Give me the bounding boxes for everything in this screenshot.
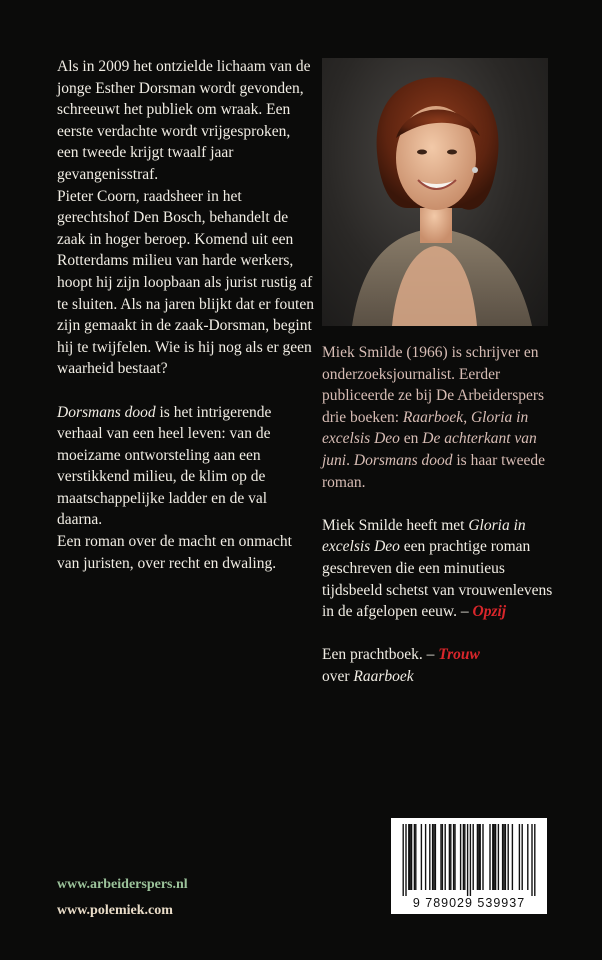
barcode-bar [460,824,461,890]
book-title-achterkant: De achterkant van juni [322,430,537,469]
website-polemiek[interactable]: www.polemiek.com [57,903,173,918]
barcode-bar [442,824,443,890]
quote2-text-1: Een prachtboek. – [322,646,439,664]
barcode-bar [505,824,506,890]
book-title-gloria: Gloria in excelsis Deo [322,408,529,448]
author-info [322,342,554,688]
barcode-bar [421,824,422,890]
barcode-bar [414,824,415,890]
barcode-bar [489,824,490,890]
barcode-bar [492,824,493,890]
quote-text-2: een prachtige roman geschreven die een minutieus tijdsbeeld schetst van vrouwenlevens in de afgelopen eeuw. – [322,538,553,621]
barcode-bar [522,824,523,890]
blurb-paragraph-3-text: is het intrigerende verhaal van een heel leven: van de moeizame ontworsteling aan een verstikkend milieu, de klim op de maatschappelijke ladder en de val daarna. [57,403,272,529]
barcode-bar [503,824,504,890]
book-title: Dorsmans dood [57,403,156,421]
barcode-bar [534,824,535,896]
blurb-paragraph-4: Een roman over de macht en onmacht van juristen, over recht en dwaling. [57,533,292,572]
review-quote-opzij [322,515,554,623]
barcode-bar [495,824,496,890]
barcode-bar [429,824,430,890]
barcode-bar [408,824,409,890]
barcode-bar [494,824,495,890]
barcode-bar [467,824,468,896]
barcode-bar [435,824,436,890]
bio-separator-1: , [463,408,471,426]
bio-separator-3: . [346,451,354,469]
website-arbeiderspers[interactable]: www.arbeiderspers.nl [57,877,188,892]
quote-source-trouw: Trouw [438,646,480,664]
barcode-bar [482,824,483,890]
barcode-bar [449,824,450,890]
quote-text-1: Miek Smilde heeft met [322,516,469,534]
author-bio [322,342,554,493]
blurb-paragraph-2: Pieter Coorn, raadsheer in het gerechtshof Den Bosch, behandelt de zaak in hoger beroep. Komend uit een Rotterdams milieu van harde werkers, hoopt hij zijn loopbaan als jurist rustig af te sluiten. Als na jaren blijkt dat er fouten zijn gemaakt in de zaak-Dorsman, begint hij te twijfelen. Wie is hij nog als er geen waarheid bestaat? [57,187,314,378]
barcode-bar [440,824,441,890]
barcode-bar [411,824,412,890]
barcode-bar [425,824,426,890]
barcode-bar [433,824,434,890]
review-quote-trouw [322,644,554,687]
bio-separator-2: en [399,430,423,448]
author-photo [322,58,548,326]
barcode-bar [454,824,455,890]
websites [57,872,188,924]
barcode-bar [450,824,451,890]
blurb [57,56,315,574]
barcode-bar [473,824,474,890]
barcode-bar [463,824,464,890]
quote2-text-2: over [322,667,354,685]
barcode-bar [512,824,513,890]
barcode-bar [478,824,479,890]
barcode-bar [519,824,520,890]
quote-book-title: Gloria in excelsis Deo [322,516,526,556]
barcode-bar [445,824,446,890]
barcode-bar [470,824,471,896]
author-portrait-image [322,58,548,326]
barcode-bar [502,824,503,890]
quote-source-opzij: Opzij [472,603,507,621]
isbn-number: 9 789029 539937 [412,896,526,910]
bio-text-1: Miek Smilde (1966) is schrijver en onderzoeksjournalist. Eerder publiceerde ze bij De Arbeiderspers drie boeken: [322,344,545,426]
barcode-bar [527,824,528,890]
barcode-bars [391,818,547,898]
barcode-bar [453,824,454,890]
barcode-bar [415,824,416,890]
barcode-bar [531,824,532,896]
barcode-bar [403,824,404,896]
barcode-bar [498,824,499,890]
blurb-paragraph-1: Als in 2009 het ontzielde lichaam van de jonge Esther Dorsman wordt gevonden, schreeuwt het publiek om wraak. Een eerste verdachte wordt vrijgesproken, een tweede krijgt twaalf jaar gevangenisstraf. [57,58,311,183]
barcode-bar [410,824,411,890]
barcode-bar [477,824,478,890]
bio-text-2: is haar tweede roman. [322,451,546,491]
book-title-dorsmans-dood: Dorsmans dood [353,451,453,469]
isbn-barcode [391,818,547,914]
book-title-raarboek: Raarboek [402,408,464,426]
barcode-bar [464,824,465,890]
barcode-bar [432,824,433,890]
barcode-bar [508,824,509,890]
barcode-bar [405,824,406,896]
barcode-bar [480,824,481,890]
quote2-book-title: Raarboek [353,667,414,685]
blurb-paragraph-3 [57,402,315,532]
